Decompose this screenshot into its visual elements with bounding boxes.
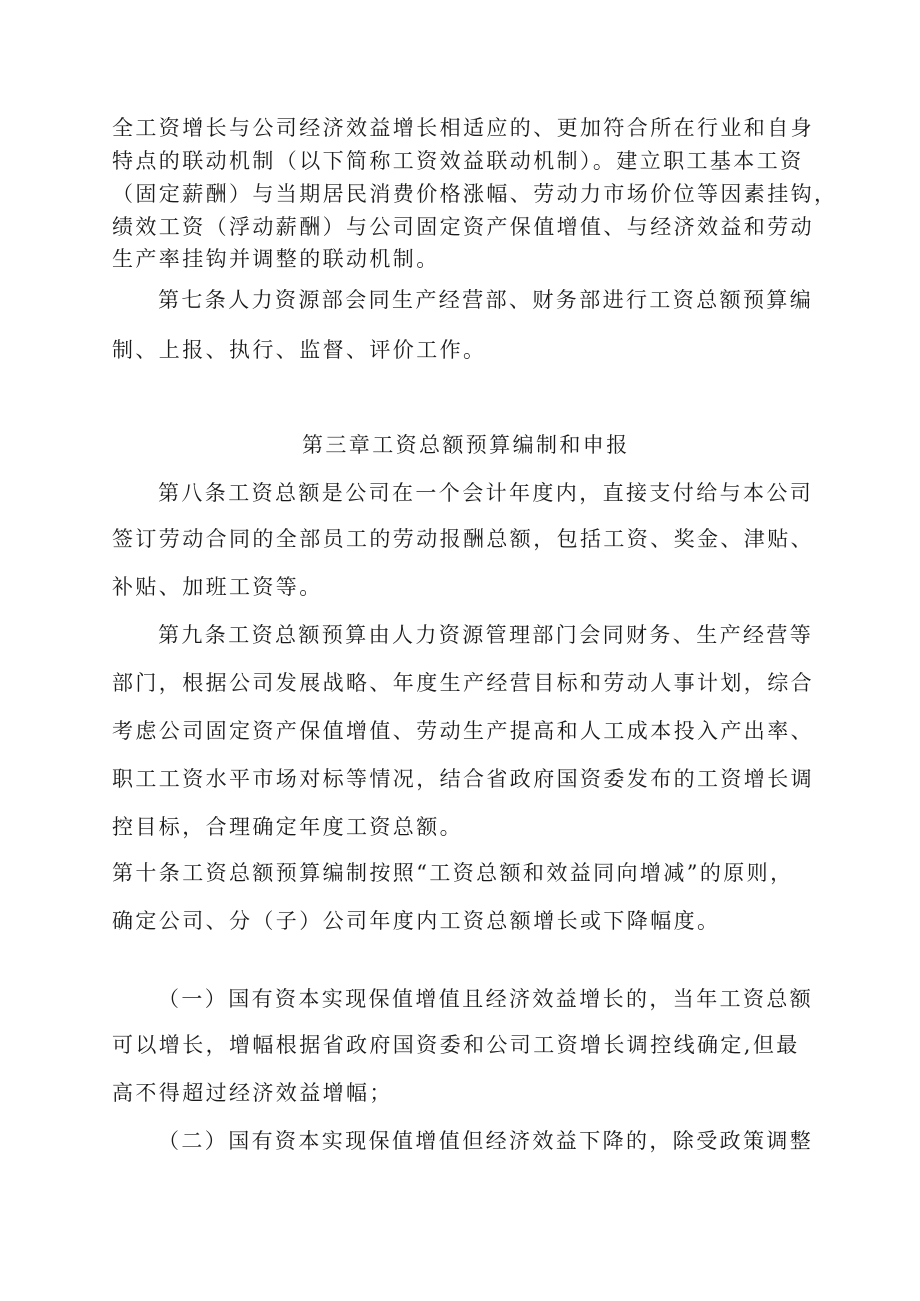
article-8-line-3: 补贴、加班工资等。: [112, 575, 323, 599]
article-7-line-1: 第七条人力资源部会同生产经营部、财务部进行工资总额预算编: [158, 288, 814, 312]
article-9-line-1: 第九条工资总额预算由人力资源管理部门会同财务、生产经营等: [158, 623, 814, 647]
item-1-line-1: （一）国有资本实现保值增值且经济效益增长的，当年工资总额: [158, 987, 814, 1011]
article-10-line-2: 确定公司、分（子）公司年度内工资总额增长或下降幅度。: [112, 909, 721, 933]
intro-line-2: 特点的联动机制（以下简称工资效益联动机制）。建立职工基本工资: [112, 149, 804, 173]
chapter-3-title: 第三章工资总额预算编制和申报: [302, 433, 630, 457]
intro-line-3: （固定薪酬）与当期居民消费价格涨幅、劳动力市场价位等因素挂钩，: [112, 182, 838, 206]
intro-line-4: 绩效工资（浮动薪酬）与公司固定资产保值增值、与经济效益和劳动: [112, 215, 814, 239]
article-9-line-4: 职工工资水平市场对标等情况，结合省政府国资委发布的工资增长调: [112, 767, 814, 791]
article-9-line-5: 控目标，合理确定年度工资总额。: [112, 815, 463, 839]
article-9-line-3: 考虑公司固定资产保值增值、劳动生产提高和人工成本投入产出率、: [112, 719, 814, 743]
intro-line-5: 生产率挂钩并调整的联动机制。: [112, 247, 440, 271]
article-7-line-2: 制、上报、执行、监督、评价工作。: [112, 338, 487, 362]
article-9-line-2: 部门，根据公司发展战略、年度生产经营目标和劳动人事计划，综合: [112, 671, 814, 695]
article-10-line-1: 第十条工资总额预算编制按照“工资总额和效益同向增减”的原则，: [112, 861, 794, 885]
item-1-line-3: 高不得超过经济效益增幅；: [112, 1081, 393, 1105]
article-8-line-2: 签订劳动合同的全部员工的劳动报酬总额，包括工资、奖金、津贴、: [112, 527, 814, 551]
item-1-line-2: 可以增长，增幅根据省政府国资委和公司工资增长调控线确定,但最: [112, 1033, 800, 1057]
item-2-line-1: （二）国有资本实现保值增值但经济效益下降的，除受政策调整: [158, 1129, 814, 1153]
article-8-line-1: 第八条工资总额是公司在一个会计年度内，直接支付给与本公司: [158, 481, 814, 505]
intro-line-1: 全工资增长与公司经济效益增长相适应的、更加符合所在行业和自身: [112, 116, 814, 140]
